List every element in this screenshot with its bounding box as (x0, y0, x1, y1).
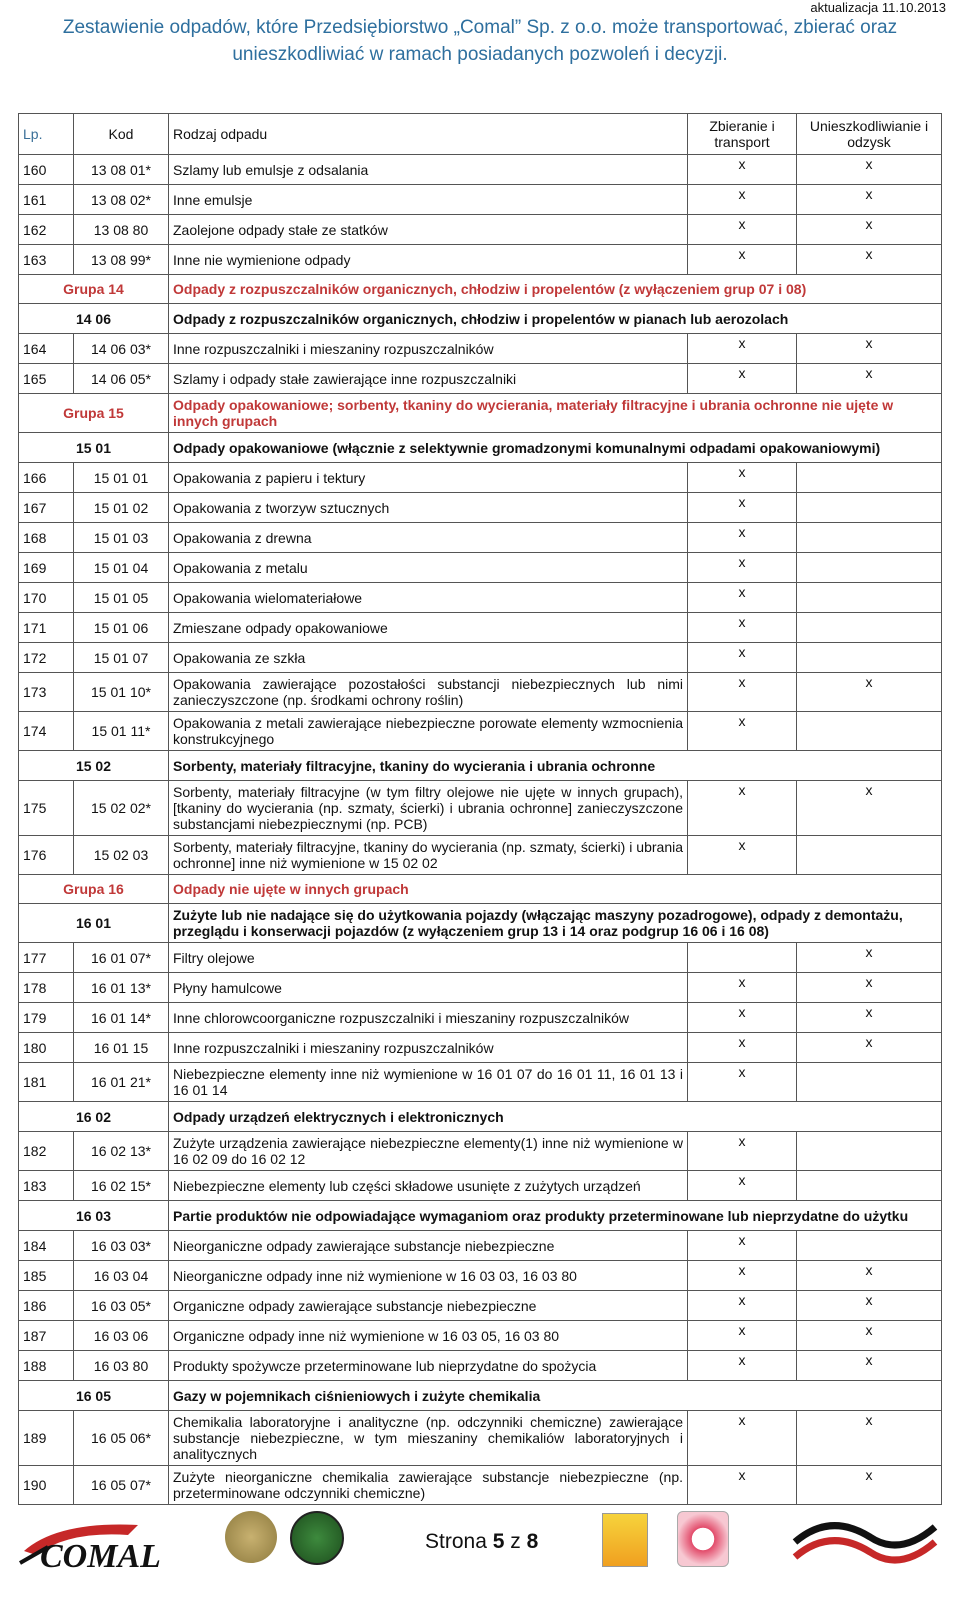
table-row (19, 1003, 942, 1033)
row-zbieranie: x (688, 1132, 797, 1171)
row-kod: 16 03 04 (74, 1261, 169, 1291)
row-zbieranie: x (688, 1261, 797, 1291)
waste-table (18, 113, 942, 1505)
row-lp: 187 (19, 1321, 74, 1351)
row-name: Filtry olejowe (169, 943, 688, 973)
row-name: Szlamy lub emulsje z odsalania (169, 155, 688, 185)
subgroup-label: 16 05 (19, 1381, 169, 1411)
row-lp: 166 (19, 463, 74, 493)
row-lp: 170 (19, 583, 74, 613)
table-row (19, 1261, 942, 1291)
row-kod: 15 01 01 (74, 463, 169, 493)
row-kod: 15 01 04 (74, 553, 169, 583)
header-zbieranie: Zbieranie i transport (688, 114, 797, 155)
row-lp: 164 (19, 334, 74, 364)
row-kod: 15 01 02 (74, 493, 169, 523)
row-lp: 184 (19, 1231, 74, 1261)
row-lp: 176 (19, 836, 74, 875)
subgroup-row (19, 304, 942, 334)
title-line-1: Zestawienie odpadów, które Przedsiębiorstwo „Comal” Sp. z o.o. może transportować, zbierać oraz (62, 17, 898, 38)
row-name: Inne rozpuszczalniki i mieszaniny rozpuszczalników (169, 1033, 688, 1063)
group-label: Grupa 16 (19, 875, 169, 904)
row-unieszkodliwianie (797, 1063, 942, 1102)
row-zbieranie: x (688, 1033, 797, 1063)
table-row (19, 781, 942, 836)
update-date: aktualizacja 11.10.2013 (810, 0, 946, 15)
footer (0, 1505, 960, 1614)
subgroup-label: 15 02 (19, 751, 169, 781)
subgroup-row (19, 433, 942, 463)
table-row (19, 673, 942, 712)
row-zbieranie: x (688, 245, 797, 275)
row-name: Nieorganiczne odpady inne niż wymienione w 16 03 03, 16 03 80 (169, 1261, 688, 1291)
row-kod: 16 03 05* (74, 1291, 169, 1321)
table-row (19, 1231, 942, 1261)
row-name: Opakowania zawierające pozostałości substancji niebezpiecznych lub nimi zanieczyszczone (np. środkami ochrony roślin) (169, 673, 688, 712)
table-row (19, 836, 942, 875)
row-kod: 16 01 07* (74, 943, 169, 973)
row-lp: 179 (19, 1003, 74, 1033)
group-name: Odpady z rozpuszczalników organicznych, chłodziw i propelentów (z wyłączeniem grup 07 i 08) (169, 275, 942, 304)
row-zbieranie: x (688, 583, 797, 613)
row-kod: 15 02 02* (74, 781, 169, 836)
row-name: Inne rozpuszczalniki i mieszaniny rozpuszczalników (169, 334, 688, 364)
row-name: Inne nie wymienione odpady (169, 245, 688, 275)
row-kod: 16 03 06 (74, 1321, 169, 1351)
row-unieszkodliwianie (797, 463, 942, 493)
row-zbieranie: x (688, 523, 797, 553)
row-name: Opakowania ze szkła (169, 643, 688, 673)
table-row (19, 712, 942, 751)
row-name: Opakowania z metali zawierające niebezpieczne porowate elementy wzmocnienia konstrukcyjnego (169, 712, 688, 751)
row-unieszkodliwianie: x (797, 1033, 942, 1063)
row-kod: 14 06 05* (74, 364, 169, 394)
row-zbieranie: x (688, 493, 797, 523)
certificate-badge-icon (602, 1513, 648, 1567)
row-unieszkodliwianie (797, 1132, 942, 1171)
row-kod: 15 01 10* (74, 673, 169, 712)
row-name: Zużyte nieorganiczne chemikalia zawierające substancje niebezpieczne (np. przeterminowane odczynniki chemiczne) (169, 1466, 688, 1505)
row-lp: 161 (19, 185, 74, 215)
row-kod: 16 01 14* (74, 1003, 169, 1033)
row-unieszkodliwianie (797, 613, 942, 643)
row-name: Opakowania wielomateriałowe (169, 583, 688, 613)
subgroup-name: Gazy w pojemnikach ciśnieniowych i zużyte chemikalia (169, 1381, 942, 1411)
subgroup-label: 16 02 (19, 1102, 169, 1132)
header-unieszkodliwianie: Unieszkodliwianie i odzysk (797, 114, 942, 155)
table-row (19, 463, 942, 493)
row-zbieranie: x (688, 836, 797, 875)
row-lp: 190 (19, 1466, 74, 1505)
group-name: Odpady opakowaniowe; sorbenty, tkaniny do wycierania, materiały filtracyjne i ubrania ochronne nie ujęte w innych grupach (169, 394, 942, 433)
group-label: Grupa 15 (19, 394, 169, 433)
row-unieszkodliwianie (797, 1231, 942, 1261)
row-lp: 160 (19, 155, 74, 185)
table-row (19, 493, 942, 523)
table-row (19, 1351, 942, 1381)
row-name: Nieorganiczne odpady zawierające substancje niebezpieczne (169, 1231, 688, 1261)
row-unieszkodliwianie: x (797, 1351, 942, 1381)
subgroup-row (19, 904, 942, 943)
row-kod: 14 06 03* (74, 334, 169, 364)
row-name: Organiczne odpady inne niż wymienione w 16 03 05, 16 03 80 (169, 1321, 688, 1351)
row-lp: 168 (19, 523, 74, 553)
subgroup-label: 16 03 (19, 1201, 169, 1231)
row-unieszkodliwianie: x (797, 364, 942, 394)
subgroup-label: 15 01 (19, 433, 169, 463)
row-kod: 16 02 15* (74, 1171, 169, 1201)
row-lp: 178 (19, 973, 74, 1003)
row-zbieranie: x (688, 781, 797, 836)
row-name: Opakowania z tworzyw sztucznych (169, 493, 688, 523)
row-lp: 173 (19, 673, 74, 712)
row-unieszkodliwianie (797, 643, 942, 673)
row-unieszkodliwianie: x (797, 155, 942, 185)
row-zbieranie: x (688, 1466, 797, 1505)
row-name: Zmieszane odpady opakowaniowe (169, 613, 688, 643)
row-unieszkodliwianie: x (797, 973, 942, 1003)
row-unieszkodliwianie: x (797, 245, 942, 275)
row-name: Produkty spożywcze przeterminowane lub nieprzydatne do spożycia (169, 1351, 688, 1381)
row-kod: 16 05 06* (74, 1411, 169, 1466)
rail-logo-icon (790, 1517, 940, 1567)
group-row (19, 275, 942, 304)
header-lp: Lp. (19, 114, 74, 155)
row-kod: 13 08 99* (74, 245, 169, 275)
row-unieszkodliwianie (797, 1171, 942, 1201)
row-kod: 15 01 05 (74, 583, 169, 613)
table-body (19, 155, 942, 1505)
table-row (19, 364, 942, 394)
row-lp: 182 (19, 1132, 74, 1171)
distinction-badge-icon (677, 1511, 729, 1567)
row-name: Sorbenty, materiały filtracyjne (w tym filtry olejowe nie ujęte w innych grupach), [tkaniny do wycierania (np. szmaty, ścierki) i ubrania ochronne] zanieczyszczone substancjami niebezpiecznymi (np. PCB) (169, 781, 688, 836)
group-row (19, 875, 942, 904)
row-unieszkodliwianie (797, 523, 942, 553)
row-zbieranie: x (688, 613, 797, 643)
row-unieszkodliwianie: x (797, 215, 942, 245)
row-lp: 183 (19, 1171, 74, 1201)
row-kod: 15 02 03 (74, 836, 169, 875)
row-lp: 177 (19, 943, 74, 973)
row-name: Inne emulsje (169, 185, 688, 215)
row-name: Opakowania z drewna (169, 523, 688, 553)
row-name: Sorbenty, materiały filtracyjne, tkaniny do wycierania (np. szmaty, ścierki) i ubrania ochronne] inne niż wymienione w 15 02 02 (169, 836, 688, 875)
document-title (0, 14, 960, 68)
row-unieszkodliwianie (797, 583, 942, 613)
subgroup-row (19, 1201, 942, 1231)
row-zbieranie: x (688, 1003, 797, 1033)
row-lp: 167 (19, 493, 74, 523)
green-seal-icon (290, 1511, 344, 1565)
row-zbieranie (688, 943, 797, 973)
row-kod: 15 01 11* (74, 712, 169, 751)
row-zbieranie: x (688, 334, 797, 364)
row-kod: 13 08 01* (74, 155, 169, 185)
row-lp: 188 (19, 1351, 74, 1381)
row-unieszkodliwianie: x (797, 1321, 942, 1351)
row-zbieranie: x (688, 364, 797, 394)
row-kod: 16 01 21* (74, 1063, 169, 1102)
group-label: Grupa 14 (19, 275, 169, 304)
row-unieszkodliwianie: x (797, 943, 942, 973)
row-unieszkodliwianie: x (797, 185, 942, 215)
row-zbieranie: x (688, 1171, 797, 1201)
table-row (19, 215, 942, 245)
row-lp: 175 (19, 781, 74, 836)
group-row (19, 394, 942, 433)
row-lp: 185 (19, 1261, 74, 1291)
row-kod: 16 02 13* (74, 1132, 169, 1171)
table-row (19, 245, 942, 275)
group-name: Odpady nie ujęte w innych grupach (169, 875, 942, 904)
row-unieszkodliwianie: x (797, 1411, 942, 1466)
row-unieszkodliwianie: x (797, 334, 942, 364)
row-kod: 15 01 03 (74, 523, 169, 553)
table-row (19, 1466, 942, 1505)
header-kod: Kod (74, 114, 169, 155)
table-row (19, 334, 942, 364)
row-kod: 16 05 07* (74, 1466, 169, 1505)
row-unieszkodliwianie: x (797, 673, 942, 712)
subgroup-name: Sorbenty, materiały filtracyjne, tkaniny do wycierania i ubrania ochronne (169, 751, 942, 781)
comal-logo (18, 1517, 188, 1573)
row-name: Zużyte urządzenia zawierające niebezpieczne elementy(1) inne niż wymienione w 16 02 09 do 16 02 12 (169, 1132, 688, 1171)
table-row (19, 1321, 942, 1351)
row-zbieranie: x (688, 155, 797, 185)
gold-seal-icon (225, 1511, 277, 1563)
row-name: Szlamy i odpady stałe zawierające inne rozpuszczalniki (169, 364, 688, 394)
table-row (19, 943, 942, 973)
subgroup-row (19, 1381, 942, 1411)
row-name: Chemikalia laboratoryjne i analityczne (np. odczynniki chemiczne) zawierające substancje niebezpieczne, w tym mieszaniny chemikaliów laboratoryjnych i analitycznych (169, 1411, 688, 1466)
subgroup-name: Odpady z rozpuszczalników organicznych, chłodziw i propelentów w pianach lub aerozolach (169, 304, 942, 334)
table-row (19, 523, 942, 553)
row-lp: 169 (19, 553, 74, 583)
row-kod: 13 08 02* (74, 185, 169, 215)
subgroup-name: Partie produktów nie odpowiadające wymaganiom oraz produkty przeterminowane lub nieprzydatne do użytku (169, 1201, 942, 1231)
row-unieszkodliwianie: x (797, 1466, 942, 1505)
row-name: Inne chlorowcoorganiczne rozpuszczalniki i mieszaniny rozpuszczalników (169, 1003, 688, 1033)
row-unieszkodliwianie (797, 836, 942, 875)
table-row (19, 1132, 942, 1171)
table-row (19, 1033, 942, 1063)
row-unieszkodliwianie: x (797, 1003, 942, 1033)
row-zbieranie: x (688, 185, 797, 215)
row-kod: 16 03 80 (74, 1351, 169, 1381)
row-zbieranie: x (688, 1411, 797, 1466)
table-header-row (19, 114, 942, 155)
table-row (19, 973, 942, 1003)
subgroup-name: Zużyte lub nie nadające się do użytkowania pojazdy (włączając maszyny pozadrogowe), odpady z demontażu, przeglądu i konserwacji pojazdów (z wyłączeniem grup 13 i 14 oraz podgrup 16 06 i 16 08) (169, 904, 942, 943)
row-zbieranie: x (688, 215, 797, 245)
row-unieszkodliwianie (797, 493, 942, 523)
row-zbieranie: x (688, 463, 797, 493)
title-line-2: unieszkodliwiać w ramach posiadanych pozwoleń i decyzji. (232, 44, 728, 65)
table-row (19, 613, 942, 643)
row-kod: 15 01 06 (74, 613, 169, 643)
subgroup-label: 14 06 (19, 304, 169, 334)
table-row (19, 1291, 942, 1321)
row-kod: 15 01 07 (74, 643, 169, 673)
row-lp: 165 (19, 364, 74, 394)
table-row (19, 643, 942, 673)
table-row (19, 155, 942, 185)
row-lp: 162 (19, 215, 74, 245)
row-name: Zaolejone odpady stałe ze statków (169, 215, 688, 245)
row-name: Opakowania z metalu (169, 553, 688, 583)
table-row (19, 583, 942, 613)
row-lp: 172 (19, 643, 74, 673)
row-zbieranie: x (688, 1231, 797, 1261)
row-lp: 163 (19, 245, 74, 275)
row-zbieranie: x (688, 1063, 797, 1102)
page-number: Strona 5 z 8 (425, 1530, 539, 1553)
row-lp: 189 (19, 1411, 74, 1466)
row-zbieranie: x (688, 712, 797, 751)
row-zbieranie: x (688, 553, 797, 583)
row-lp: 186 (19, 1291, 74, 1321)
subgroup-name: Odpady urządzeń elektrycznych i elektronicznych (169, 1102, 942, 1132)
row-zbieranie: x (688, 973, 797, 1003)
table-row (19, 1171, 942, 1201)
row-kod: 16 01 15 (74, 1033, 169, 1063)
row-kod: 16 01 13* (74, 973, 169, 1003)
row-unieszkodliwianie: x (797, 781, 942, 836)
row-zbieranie: x (688, 673, 797, 712)
row-lp: 180 (19, 1033, 74, 1063)
row-zbieranie: x (688, 1321, 797, 1351)
header-rodzaj: Rodzaj odpadu (169, 114, 688, 155)
row-lp: 174 (19, 712, 74, 751)
row-kod: 13 08 80 (74, 215, 169, 245)
comal-logo-text: COMAL (40, 1538, 161, 1573)
subgroup-row (19, 751, 942, 781)
row-zbieranie: x (688, 1291, 797, 1321)
row-zbieranie: x (688, 1351, 797, 1381)
subgroup-row (19, 1102, 942, 1132)
table-row (19, 1063, 942, 1102)
row-unieszkodliwianie: x (797, 1291, 942, 1321)
row-unieszkodliwianie: x (797, 1261, 942, 1291)
row-kod: 16 03 03* (74, 1231, 169, 1261)
subgroup-label: 16 01 (19, 904, 169, 943)
row-name: Organiczne odpady zawierające substancje niebezpieczne (169, 1291, 688, 1321)
row-lp: 181 (19, 1063, 74, 1102)
subgroup-name: Odpady opakowaniowe (włącznie z selektywnie gromadzonymi komunalnymi odpadami opakowaniowymi) (169, 433, 942, 463)
row-unieszkodliwianie (797, 553, 942, 583)
row-name: Płyny hamulcowe (169, 973, 688, 1003)
table-row (19, 185, 942, 215)
row-name: Opakowania z papieru i tektury (169, 463, 688, 493)
row-unieszkodliwianie (797, 712, 942, 751)
row-name: Niebezpieczne elementy inne niż wymienione w 16 01 07 do 16 01 11, 16 01 13 i 16 01 14 (169, 1063, 688, 1102)
table-row (19, 1411, 942, 1466)
row-lp: 171 (19, 613, 74, 643)
row-name: Niebezpieczne elementy lub części składowe usunięte z zużytych urządzeń (169, 1171, 688, 1201)
table-row (19, 553, 942, 583)
row-zbieranie: x (688, 643, 797, 673)
